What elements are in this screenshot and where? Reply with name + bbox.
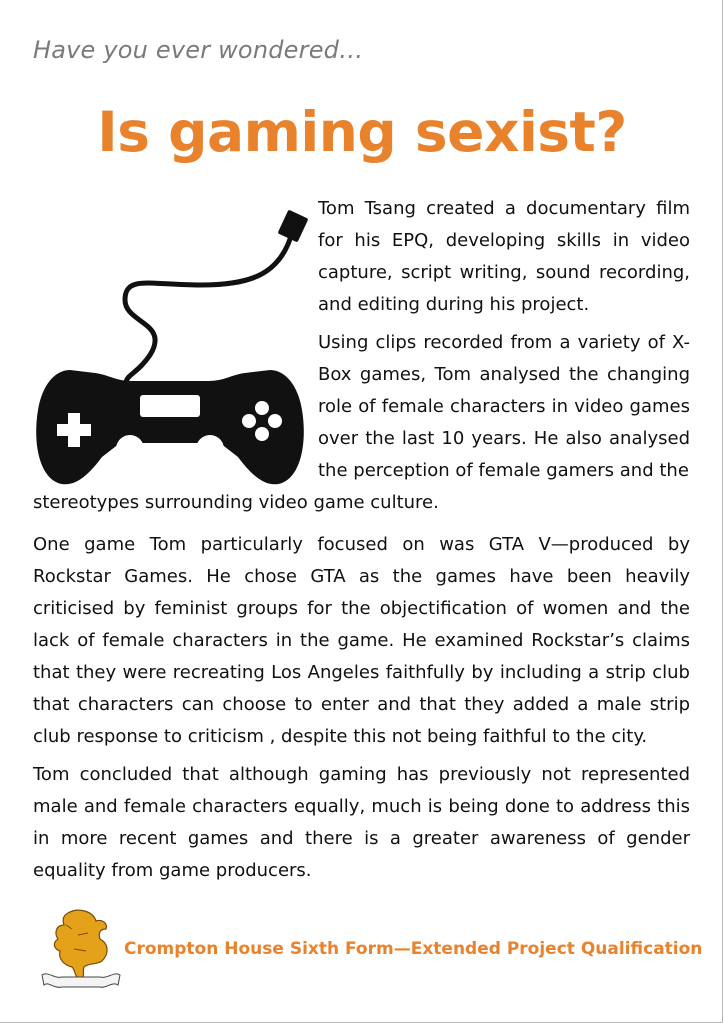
page-title: Is gaming sexist? [97, 100, 627, 164]
kicker-text: Have you ever wondered… [33, 36, 364, 64]
game-controller-icon [30, 205, 310, 490]
paragraph-intro: Tom Tsang created a documentary film for his EPQ, developing skills in video capture, script writing, sound recording, and editing during his project. [318, 198, 690, 315]
paragraph-conclusion: Tom concluded that although gaming has previously not represented male and female characters equally, much is being done to address this in more recent games and there is a greater awareness of gender equality from game producers. [33, 764, 690, 881]
footer-title: Crompton House Sixth Form—Extended Project Qualification [124, 939, 703, 959]
paragraph-gta: One game Tom particularly focused on was GTA V—produced by Rockstar Games. He chose GTA as the games have been heavily criticised by feminist groups for the objectification of women and the lack of female characters in the game. He examined Rockstar’s claims that they were recreating Los Angeles faithfully by including a strip club that characters can choose to enter and that they added a male strip club response to criticism , despite this not being faithful to the city. [33, 534, 690, 747]
school-crest-logo [38, 905, 124, 991]
paragraph-analysis: Using clips recorded from a variety of X-Box games, Tom analysed the changing role of female characters in video games over the last 10 years. He also analysed the perception of female gamers and the [318, 332, 690, 481]
paragraph-analysis-continued: stereotypes surrounding video game culture. [33, 492, 439, 513]
